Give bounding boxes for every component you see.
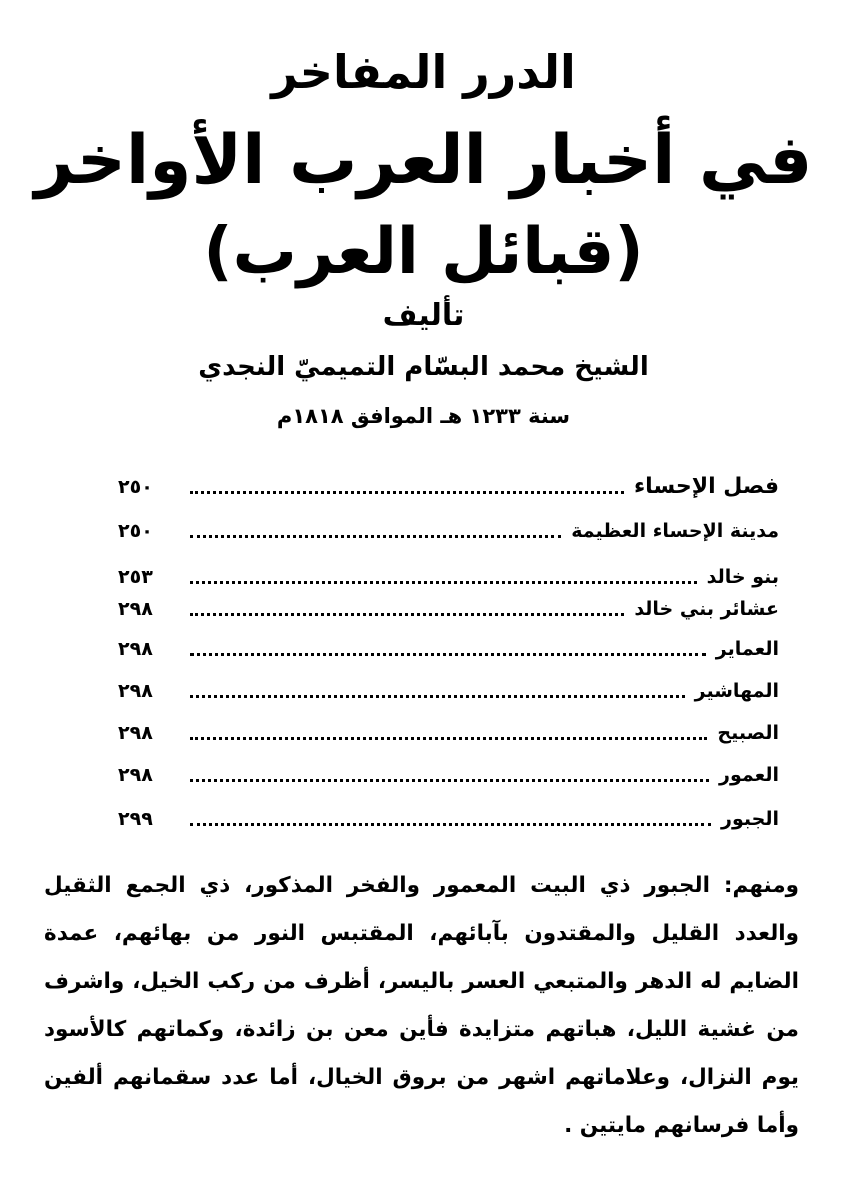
toc-entry: [118, 714, 779, 748]
authored-by-label: تأليف: [382, 298, 465, 333]
toc-entry-label: الجبور: [721, 808, 779, 830]
toc-entry: [118, 630, 779, 664]
toc-entry: [118, 800, 779, 834]
toc-leader-dots: [190, 737, 707, 740]
toc-leader-dots: [190, 613, 624, 616]
toc-entry: [118, 512, 779, 546]
body-paragraph: ومنهم: الجبور ذي البيت المعمور والفخر المذكور، ذي الجمع الثقيل والعدد القليل والمقتدون بآبائهم، المقتبس النور من بهائهم، عمدة الضايم له الدهر والمتبعي العسر باليسر، أظرف من ركب الخيل، واشرف من غشية الليل، هباتهم متزايدة فأين معن بن زائدة، وكماتهم كالأسود يوم النزال، وعلاماتهم اشهر من بروق الخيال، أما عدد سقمانهم ألفين وأما فرسانهم مايتين .: [44, 873, 799, 1138]
book-title-line-2: في أخبار العرب الأواخر: [34, 121, 813, 200]
toc-leader-dots: [190, 491, 624, 494]
toc-entry-page: ٢٩٨: [118, 598, 153, 620]
toc-entry-label: عشائر بني خالد: [634, 598, 779, 620]
toc-entry-page: ٢٩٨: [118, 638, 153, 660]
toc-entry-label: الصبيح: [717, 722, 779, 744]
book-title-line-1: الدرر المفاخر: [271, 45, 576, 99]
toc-entry-page: ٢٩٩: [118, 808, 153, 830]
toc-entry-page: ٢٥٠: [118, 520, 153, 542]
toc-leader-dots: [190, 779, 709, 782]
toc-entry: [118, 468, 779, 502]
publication-year: سنة ١٢٣٣ هـ الموافق ١٨١٨م: [276, 404, 571, 428]
toc-entry-page: ٢٩٨: [118, 764, 153, 786]
toc-entry-label: بنو خالد: [706, 566, 779, 588]
toc-entry-label: المهاشير: [694, 680, 779, 702]
toc-entry-label: العماير: [715, 638, 779, 660]
toc-entry-page: ٢٩٨: [118, 680, 153, 702]
toc-entry-label: فصل الإحساء: [633, 474, 779, 499]
toc-entry: [118, 590, 779, 624]
toc-leader-dots: [190, 653, 706, 656]
toc-leader-dots: [190, 535, 561, 538]
toc-leader-dots: [190, 823, 711, 826]
toc-entry: [118, 756, 779, 790]
toc-entry-page: ٢٩٨: [118, 722, 153, 744]
toc-leader-dots: [190, 581, 697, 584]
toc-leader-dots: [190, 695, 685, 698]
toc-entry-label: العمور: [719, 764, 779, 786]
author-name: الشيخ محمد البسّام التميميّ النجدي: [198, 352, 649, 382]
toc-entry-page: ٢٥٠: [118, 476, 153, 498]
toc-entry-label: مدينة الإحساء العظيمة: [571, 520, 779, 542]
toc-entry: [118, 672, 779, 706]
toc-entry-page: ٢٥٣: [118, 566, 153, 588]
toc-entry: [118, 558, 779, 592]
book-subtitle: (قبائل العرب): [203, 215, 644, 289]
